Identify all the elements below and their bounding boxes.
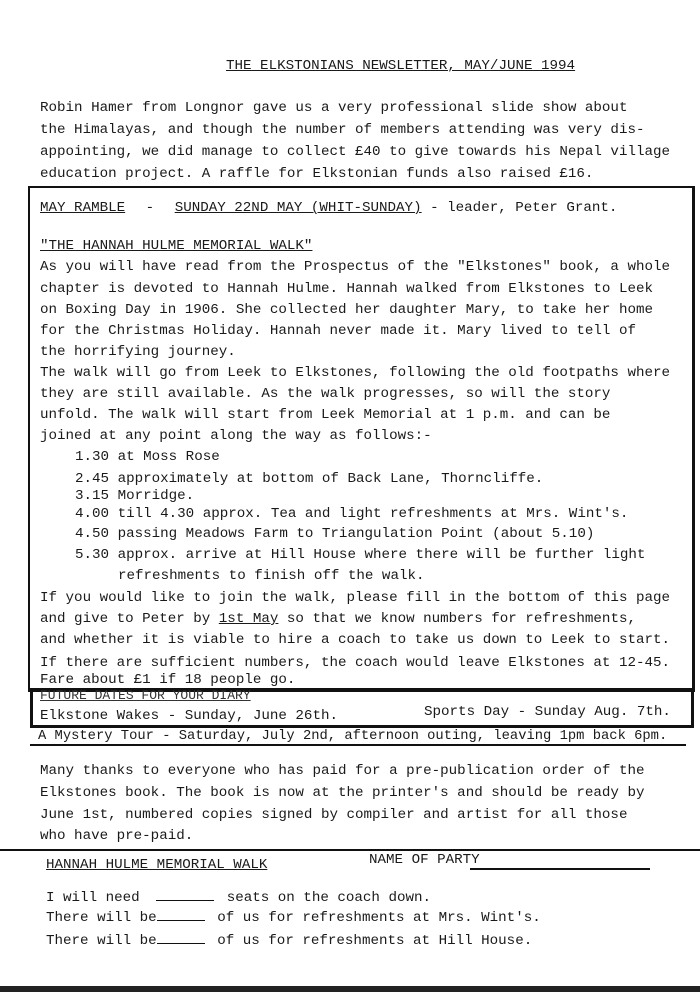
schedule-item: 3.15 Morridge. xyxy=(75,488,195,504)
hillhouse-refreshments-blank[interactable] xyxy=(157,929,205,944)
diary-title: FUTURE DATES FOR YOUR DIARY xyxy=(40,688,251,703)
walk-line: for the Christmas Holiday. Hannah never made it. Mary lived to tell of xyxy=(40,323,636,339)
diary-sports: Sports Day - Sunday Aug. 7th. xyxy=(424,704,671,720)
form-title: HANNAH HULME MEMORIAL WALK xyxy=(46,857,268,873)
join-line: If you would like to join the walk, please fill in the bottom of this page xyxy=(40,590,671,606)
form-row-label: There will be xyxy=(46,933,157,949)
walk-line: The walk will go from Leek to Elkstones, following the old footpaths where xyxy=(40,365,671,381)
thanks-line: June 1st, numbered copies signed by compiler and artist for all those xyxy=(40,807,628,823)
schedule-item: 1.30 at Moss Rose xyxy=(75,449,220,465)
form-row-label: I will need xyxy=(46,890,140,906)
walk-line: chapter is devoted to Hannah Hulme. Hannah walked from Elkstones to Leek xyxy=(40,281,653,297)
thanks-line: Elkstones book. The book is now at the printer's and should be ready by xyxy=(40,785,645,801)
diary-bottom-rule xyxy=(30,744,686,746)
walk-line: As you will have read from the Prospectus of the "Elkstones" book, a whole xyxy=(40,259,671,275)
coach-line: If there are sufficient numbers, the coach would leave Elkstones at 12-45. xyxy=(40,655,671,671)
intro-line: Robin Hamer from Longnor gave us a very professional slide show about xyxy=(40,100,628,116)
schedule-item: 4.00 till 4.30 approx. Tea and light refreshments at Mrs. Wint's. xyxy=(75,506,629,522)
walk-line: unfold. The walk will start from Leek Memorial at 1 p.m. and can be xyxy=(40,407,611,423)
coach-line: Fare about £1 if 18 people go. xyxy=(40,672,296,688)
walk-line: the horrifying journey. xyxy=(40,344,236,360)
party-name-field[interactable] xyxy=(470,868,650,870)
walk-line: they are still available. As the walk progresses, so will the story xyxy=(40,386,611,402)
party-label: NAME OF PARTY xyxy=(369,852,480,868)
form-row-text: of us for refreshments at Hill House. xyxy=(217,933,533,949)
schedule-item: refreshments to finish off the walk. xyxy=(118,568,425,584)
join-line: and whether it is viable to hire a coach to take us down to Leek to start. xyxy=(40,632,671,648)
wint-refreshments-blank[interactable] xyxy=(157,906,205,921)
walk-line: joined at any point along the way as follows:- xyxy=(40,428,432,444)
form-row-wint xyxy=(46,906,541,928)
form-row-text: of us for refreshments at Mrs. Wint's. xyxy=(217,910,541,926)
walk-title: "THE HANNAH HULME MEMORIAL WALK" xyxy=(40,238,313,254)
diary-mystery: A Mystery Tour - Saturday, July 2nd, afternoon outing, leaving 1pm back 6pm. xyxy=(38,729,668,744)
ramble-leader: - leader, Peter Grant. xyxy=(430,200,618,216)
walk-line: on Boxing Day in 1906. She collected her daughter Mary, to take her home xyxy=(40,302,653,318)
ramble-heading xyxy=(40,198,617,218)
schedule-item: 2.45 approximately at bottom of Back Lane, Thorncliffe. xyxy=(75,471,544,487)
join-line xyxy=(40,609,636,629)
page-bottom-edge xyxy=(0,986,700,992)
form-separator xyxy=(0,849,700,851)
schedule-item: 4.50 passing Meadows Farm to Triangulation Point (about 5.10) xyxy=(75,526,595,542)
form-row-label: There will be xyxy=(46,910,157,926)
join-text: so that we know numbers for refreshments, xyxy=(278,611,636,627)
coach-seats-blank[interactable] xyxy=(156,886,214,901)
ramble-label: MAY RAMBLE xyxy=(40,200,126,216)
join-text: and give to Peter by xyxy=(40,611,219,627)
intro-line: the Himalayas, and though the number of members attending was very dis- xyxy=(40,122,645,138)
intro-line: appointing, we did manage to collect £40 to give towards his Nepal village xyxy=(40,144,671,160)
form-row-text: seats on the coach down. xyxy=(226,890,432,906)
schedule-item: 5.30 approx. arrive at Hill House where there will be further light xyxy=(75,547,646,563)
ramble-separator: - xyxy=(145,200,155,216)
deadline-date: 1st May xyxy=(218,611,279,627)
intro-line: education project. A raffle for Elkstonian funds also raised £16. xyxy=(40,166,594,182)
thanks-line: who have pre-paid. xyxy=(40,828,194,844)
form-row-coach xyxy=(46,886,431,908)
thanks-line: Many thanks to everyone who has paid for a pre-publication order of the xyxy=(40,763,645,779)
newsletter-title: THE ELKSTONIANS NEWSLETTER, MAY/JUNE 1994 xyxy=(226,58,576,74)
ramble-date: SUNDAY 22ND MAY (WHIT-SUNDAY) xyxy=(174,200,422,216)
diary-wakes: Elkstone Wakes - Sunday, June 26th. xyxy=(40,708,338,724)
form-row-hillhouse xyxy=(46,929,532,951)
